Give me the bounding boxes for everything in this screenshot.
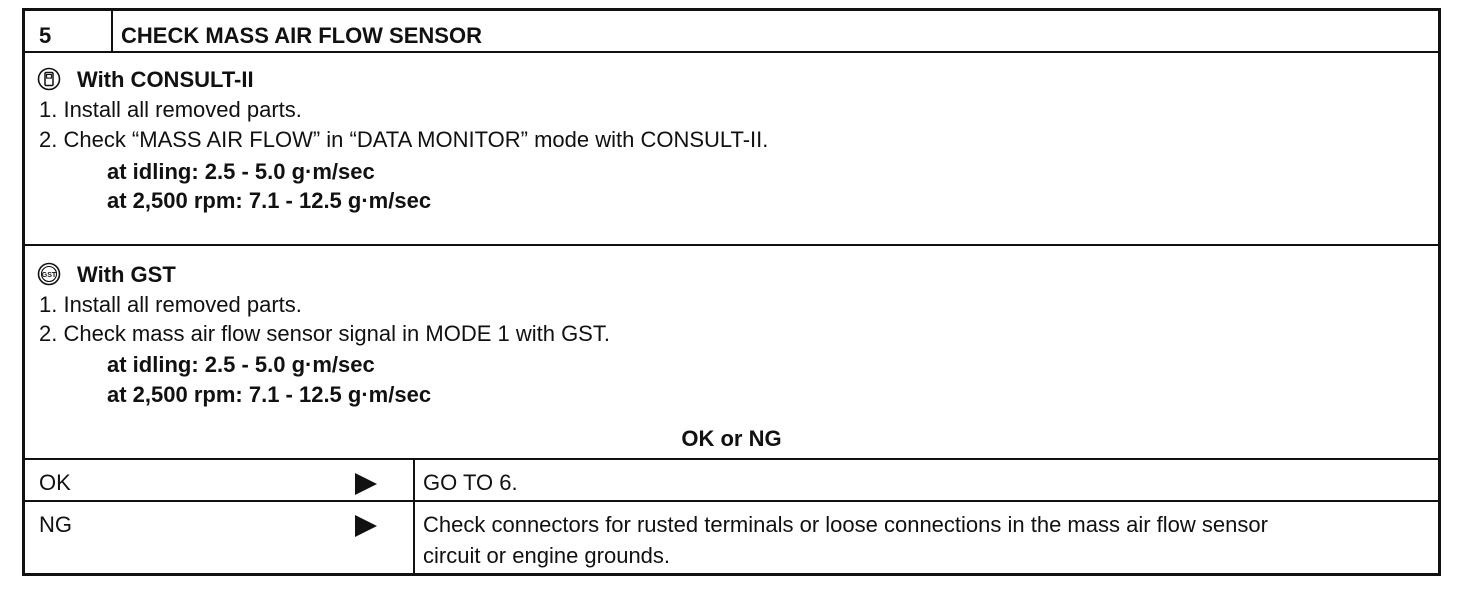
result-action-ok: GO TO 6. <box>423 470 518 495</box>
gst-spec-idle: at idling: 2.5 - 5.0 g·m/sec <box>107 352 375 377</box>
arrow-right-icon <box>355 515 377 537</box>
arrow-right-icon <box>355 473 377 495</box>
consult-spec-2500rpm: at 2,500 rpm: 7.1 - 12.5 g·m/sec <box>107 188 432 213</box>
consult-heading: With CONSULT-II <box>77 67 254 92</box>
result-label: OK or NG <box>681 426 782 451</box>
step-number: 5 <box>39 23 52 48</box>
gst-tool-icon <box>37 262 61 286</box>
gst-heading: With GST <box>77 262 176 287</box>
header-divider <box>111 11 113 51</box>
step-title: CHECK MASS AIR FLOW SENSOR <box>121 23 482 48</box>
result-action-ng-line-1: Check connectors for rusted terminals or loose connections in the mass air flow sensor <box>423 512 1268 537</box>
inspection-step-table <box>22 8 1441 576</box>
result-action-ng-line-2: circuit or engine grounds. <box>423 543 671 568</box>
gst-step-1: 1. Install all removed parts. <box>39 292 302 317</box>
section-rule <box>25 244 1438 246</box>
consult-spec-idle: at idling: 2.5 - 5.0 g·m/sec <box>107 159 375 184</box>
gst-spec-2500rpm: at 2,500 rpm: 7.1 - 12.5 g·m/sec <box>107 382 432 407</box>
header-rule <box>25 51 1438 53</box>
row-rule <box>25 500 1438 502</box>
result-column-divider <box>413 458 415 576</box>
consult-tester-icon <box>37 67 61 91</box>
gst-icon-label: GST <box>41 272 57 279</box>
consult-step-2: 2. Check “MASS AIR FLOW” in “DATA MONITOR” mode with CONSULT-II. <box>39 127 769 152</box>
result-status-ng: NG <box>39 512 72 537</box>
consult-step-1: 1. Install all removed parts. <box>39 97 302 122</box>
gst-step-2: 2. Check mass air flow sensor signal in MODE 1 with GST. <box>39 321 610 346</box>
result-rule <box>25 458 1438 460</box>
result-status-ok: OK <box>39 470 71 495</box>
